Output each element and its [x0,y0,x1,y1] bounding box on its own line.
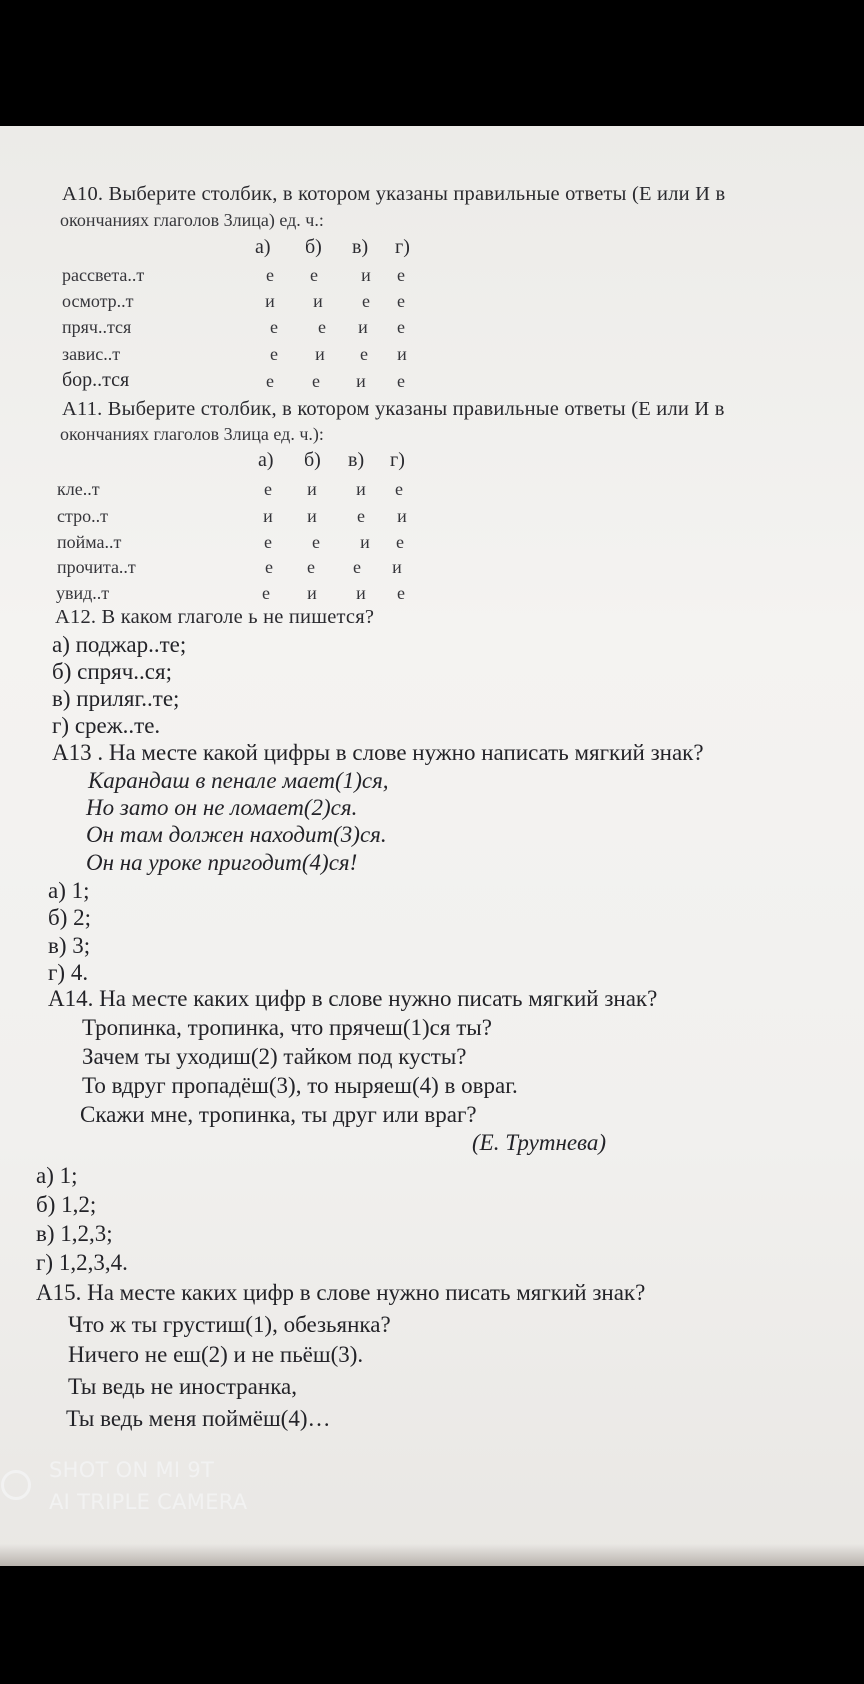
a14-option: в) 1,2,3; [36,1221,113,1246]
a14-poem-line: Зачем ты уходиш(2) тайком под кусты? [82,1044,467,1069]
a11-cell: е [264,532,272,552]
a10-cell: и [361,265,371,285]
a11-title: А11. Выберите столбик, в котором указаны правильные ответы (Е или И в [62,398,725,420]
a11-cell: е [395,479,403,499]
a11-cell: и [392,557,402,577]
a11-cell: и [360,532,370,552]
a11-row-word: кле..т [57,479,100,499]
a10-row-word: завис..т [62,344,121,364]
a14-poem-line: То вдруг пропадёш(3), то ныряеш(4) в овраг. [82,1073,518,1098]
a10-cell: и [313,291,323,311]
a13-option: в) 3; [48,933,91,958]
a10-title-cont: окончаниях глаголов 3лица) ед. ч.: [60,210,324,230]
a13-option: а) 1; [48,878,90,903]
a11-cell: е [357,506,365,526]
a10-row-word: рассвета..т [62,265,145,285]
a10-cell: е [310,265,318,285]
a11-col-a: а) [258,449,274,471]
a11-cell: и [356,479,366,499]
a11-cell: е [307,557,315,577]
a11-row-word: пойма..т [57,532,122,552]
a10-cell: и [265,291,275,311]
a15-poem-line: Ничего не еш(2) и не пьёш(3). [68,1342,364,1367]
a10-cell: е [397,317,405,337]
a11-cell: е [312,532,320,552]
a15-poem-line: Ты ведь меня поймёш(4)… [66,1406,331,1431]
a10-cell: е [360,344,368,364]
a12-option: г) среж..те. [52,713,161,738]
a13-option: б) 2; [48,905,92,930]
a13-poem-line: Но зато он не ломает(2)ся. [86,795,358,820]
a10-cell: е [270,317,278,337]
a14-option: б) 1,2; [36,1192,97,1217]
a10-cell: е [270,344,278,364]
a11-row-word: увид..т [56,583,110,603]
a10-row-word: пряч..тся [62,317,132,337]
a11-col-g: г) [390,449,405,471]
a10-cell: и [356,371,366,391]
a11-cell: е [396,532,404,552]
a10-title: А10. Выберите столбик, в котором указаны правильные ответы (Е или И в [62,183,726,205]
a11-cell: и [307,506,317,526]
a10-col-b: б) [305,236,322,258]
a11-cell: и [356,583,366,603]
a10-col-v: в) [352,236,369,258]
a11-cell: и [397,506,407,526]
a15-poem-line: Что ж ты грустиш(1), обезьянка? [68,1312,391,1337]
a11-cell: и [263,506,273,526]
a12-option: а) поджар..те; [52,632,187,657]
a15-title: А15. На месте каких цифр в слове нужно писать мягкий знак? [36,1280,646,1305]
a11-cell: е [265,557,273,577]
camera-logo-icon [1,1470,31,1500]
a11-cell: е [397,583,405,603]
a11-row-word: стро..т [57,506,108,526]
a10-cell: е [362,291,370,311]
a11-row-word: прочита..т [57,557,136,577]
a10-row-word: осмотр..т [62,291,134,311]
a15-poem-line: Ты ведь не иностранка, [68,1374,297,1399]
a14-author: (Е. Трутнева) [472,1130,607,1155]
a11-title-cont: окончаниях глаголов 3лица ед. ч.): [60,424,324,444]
a14-poem-line: Тропинка, тропинка, что прячеш(1)ся ты? [82,1015,492,1040]
a14-option: а) 1; [36,1163,78,1188]
a10-col-a: а) [255,236,271,258]
a13-title: А13 . На месте какой цифры в слове нужно написать мягкий знак? [52,740,704,765]
a10-cell: е [266,371,274,391]
a11-cell: е [262,583,270,603]
a10-row-word: бор..тся [62,369,130,391]
a12-option: б) спряч..ся; [52,659,172,684]
watermark-line2: AI TRIPLE CAMERA [49,1490,248,1514]
a14-title: А14. На месте каких цифр в слове нужно писать мягкий знак? [48,986,658,1011]
a10-cell: и [397,344,407,364]
watermark-line1: SHOT ON MI 9T [49,1458,215,1482]
a11-col-b: б) [304,449,321,471]
a11-cell: и [307,583,317,603]
a10-col-g: г) [395,236,410,258]
a10-cell: е [318,317,326,337]
a11-col-v: в) [348,449,365,471]
a11-cell: е [353,557,361,577]
a13-option: г) 4. [48,960,89,985]
a12-option: в) приляг..те; [52,686,180,711]
a10-cell: е [312,371,320,391]
a10-cell: е [397,371,405,391]
a10-cell: е [397,265,405,285]
a10-cell: е [266,265,274,285]
a12-title: А12. В каком глаголе ь не пишется? [55,606,375,628]
a11-cell: и [307,479,317,499]
a11-cell: е [264,479,272,499]
a14-option: г) 1,2,3,4. [36,1250,128,1275]
a10-cell: е [397,291,405,311]
a10-cell: и [358,317,368,337]
a14-poem-line: Скажи мне, тропинка, ты друг или враг? [80,1102,477,1127]
a13-poem-line: Карандаш в пенале мает(1)ся, [88,768,389,793]
a10-cell: и [315,344,325,364]
a13-poem-line: Он там должен находит(3)ся. [86,822,387,847]
a13-poem-line: Он на уроке пригодит(4)ся! [86,850,358,875]
